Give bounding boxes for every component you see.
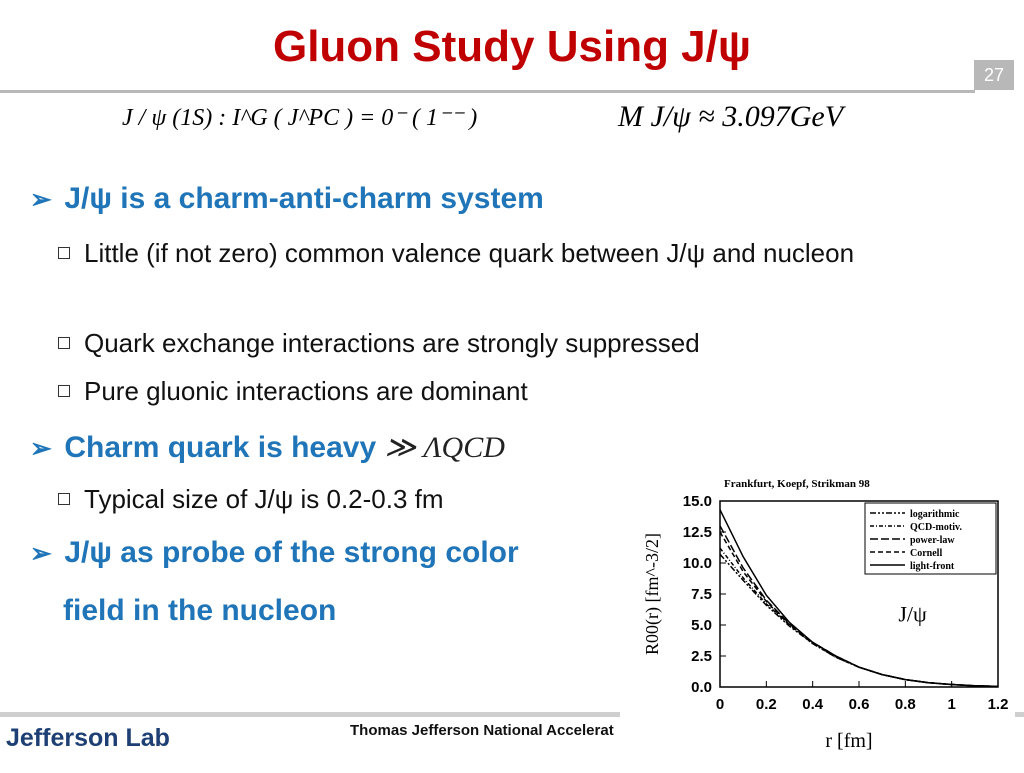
top-divider (0, 90, 975, 93)
y-tick-label: 15.0 (682, 493, 712, 510)
slide-number: 27 (974, 60, 1014, 90)
x-axis-label: r [fm] (825, 730, 873, 752)
arrow-bullet-icon: ➢ (30, 433, 52, 463)
bullet-charm-heavy (30, 430, 505, 465)
wavefunction-chart (620, 474, 1015, 768)
bullet-probe (30, 536, 519, 570)
y-tick-label: 0.0 (691, 679, 712, 696)
x-tick-label: 0.4 (802, 696, 824, 713)
y-tick-label: 2.5 (691, 648, 712, 665)
legend-label: Cornell (910, 548, 943, 559)
x-tick-label: 0.2 (755, 696, 777, 713)
x-tick-label: 0.6 (848, 696, 870, 713)
bullet-charm-system (30, 182, 544, 216)
sub-bullet-text: Pure gluonic interactions are dominant (84, 376, 528, 406)
legend-label: power-law (910, 535, 955, 546)
arrow-bullet-icon: ➢ (30, 538, 52, 568)
y-tick-label: 12.5 (682, 524, 712, 541)
bullet-probe-continued: field in the nucleon (63, 594, 337, 627)
lambda-qcd: ≫ ΛQCD (384, 431, 505, 464)
legend-label: light-front (910, 561, 955, 572)
y-axis-label: R00(r) [fm^-3/2] (642, 533, 662, 655)
checkbox-bullet-icon (58, 493, 70, 505)
x-tick-label: 0 (715, 696, 725, 713)
sub-bullet (58, 238, 918, 269)
jefferson-lab-logo (6, 724, 170, 753)
y-tick-label: 10.0 (682, 555, 712, 572)
sub-bullet (58, 328, 700, 359)
checkbox-bullet-icon (58, 385, 70, 397)
sub-bullet-text: Typical size of J/ψ is 0.2-0.3 fm (84, 484, 444, 514)
legend-label: logarithmic (910, 509, 960, 520)
chart-annotation: J/ψ (898, 601, 927, 627)
sub-bullet (58, 484, 444, 515)
legend-label: QCD-motiv. (910, 522, 962, 533)
y-tick-label: 7.5 (691, 586, 712, 603)
checkbox-bullet-icon (58, 247, 70, 259)
sub-bullet (58, 376, 528, 407)
slide-title: Gluon Study Using J/ψ (272, 22, 752, 71)
x-tick-label: 1 (947, 696, 956, 713)
x-tick-label: 0.8 (894, 696, 916, 713)
sub-bullet-text: Quark exchange interactions are strongly suppressed (84, 328, 700, 358)
chart-citation: Frankfurt, Koepf, Strikman 98 (724, 478, 870, 490)
bullet-text: Charm quark is heavy (64, 431, 377, 464)
chart-panel (620, 474, 1015, 768)
checkbox-bullet-icon (58, 337, 70, 349)
mass-equation: M J/ψ ≈ 3.097GeV (618, 100, 844, 133)
x-tick-label: 1.2 (987, 696, 1009, 713)
bullet-text: J/ψ is a charm-anti-charm system (64, 182, 544, 215)
sub-bullet-text: Little (if not zero) common valence quark between J/ψ and nucleon (84, 238, 855, 268)
logo-text: Jefferson Lab (6, 724, 170, 752)
lab-name: Thomas Jefferson National Accelerat (350, 722, 614, 739)
arrow-bullet-icon: ➢ (30, 184, 52, 214)
bullet-text: J/ψ as probe of the strong color (64, 536, 519, 569)
quantum-number-equation: J / ψ (1S) : I^G ( J^PC ) = 0⁻ ( 1⁻⁻ ) (122, 105, 478, 131)
y-tick-label: 5.0 (691, 617, 712, 634)
